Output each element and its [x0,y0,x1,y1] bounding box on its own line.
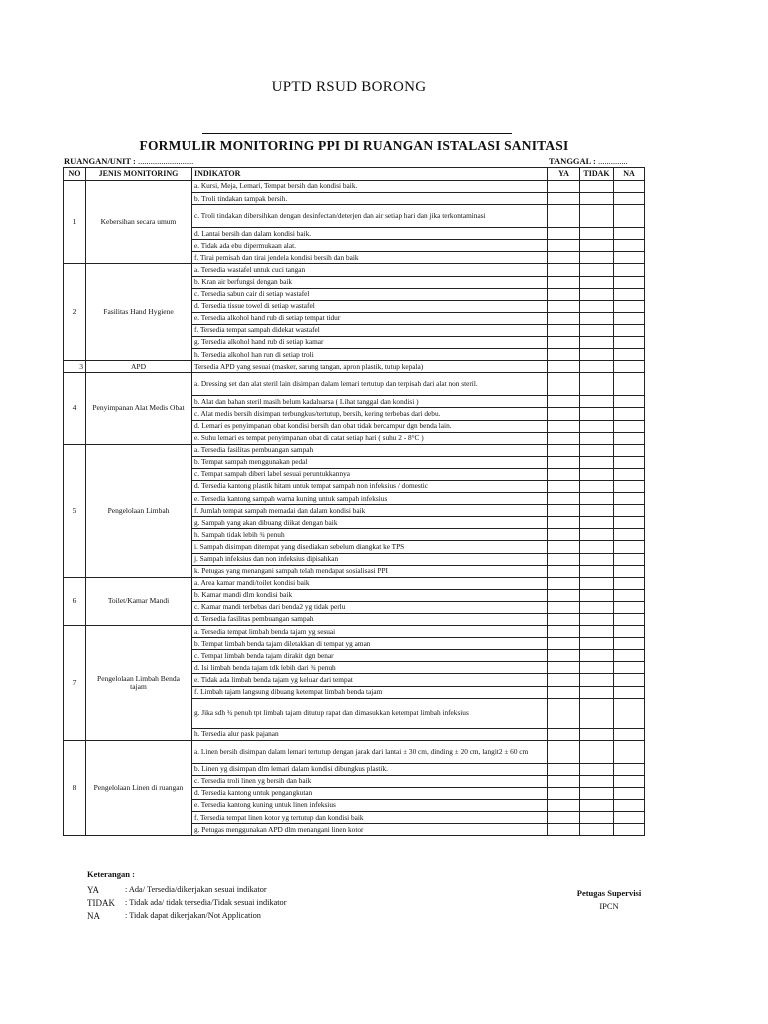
legend-desc: : Tidak dapat dikerjakan/Not Application [125,911,261,920]
tidak-cell[interactable] [580,205,614,228]
ya-cell[interactable] [548,763,580,775]
tidak-cell[interactable] [580,408,614,420]
header-ya: YA [548,168,580,181]
tidak-cell[interactable] [580,312,614,324]
signature-role: IPCN [599,901,619,911]
ya-cell[interactable] [548,626,580,638]
indicator-text: a. Tersedia wastafel untuk cuci tangan [192,264,548,276]
ya-cell[interactable] [548,456,580,468]
indicator-text: g. Sampah yang akan dibuang diikat dengan baik [192,517,548,529]
legend-row [87,896,286,909]
tidak-cell[interactable] [580,288,614,300]
legend-title: Keterangan : [87,869,135,879]
legend [87,869,286,922]
indicator-text: f. Limbah tajam langsung dibuang ketempat limbah benda tajam [192,686,548,698]
indicator-text: b. Tempat sampah menggunakan pedal [192,456,548,468]
na-cell[interactable] [614,775,645,787]
date-field [549,156,628,166]
row-number: 1 [64,181,86,264]
ya-cell[interactable] [548,824,580,836]
indicator-text: g. Petugas menggunakan APD dlm menangani linen kotor [192,824,548,836]
na-cell[interactable] [614,408,645,420]
organization-name: UPTD RSUD BORONG [271,79,427,95]
ya-cell[interactable] [548,505,580,517]
ya-cell[interactable] [548,601,580,613]
legend-desc: : Tidak ada/ tidak tersedia/Tidak sesuai indikator [125,898,287,907]
header-no: NO [64,168,86,181]
table-row [64,361,645,373]
row-number: 3 [64,361,86,373]
table-body [64,181,645,836]
tidak-cell[interactable] [580,456,614,468]
tidak-cell[interactable] [580,686,614,698]
ya-cell[interactable] [548,264,580,276]
indicator-text: d. Tersedia fasilitas pembuangan sampah [192,614,548,626]
na-cell[interactable] [614,800,645,812]
row-number: 7 [64,626,86,741]
legend-key: TIDAK [87,897,115,908]
room-value: .......................... [138,156,194,166]
tidak-cell[interactable] [580,252,614,264]
na-cell[interactable] [614,480,645,492]
na-cell[interactable] [614,650,645,662]
tidak-cell[interactable] [580,740,614,763]
indicator-text: c. Troli tindakan dibersihkan dengan desinfectan/deterjen dan air setiap hari dan jika terkontaminasi [192,205,548,228]
header-indikator: INDIKATOR [192,168,548,181]
row-number: 2 [64,264,86,361]
ya-cell[interactable] [548,812,580,824]
indicator-text: e. Tidak ada ebu dipermukaan alat. [192,240,548,252]
header-tidak: TIDAK [580,168,614,181]
tidak-cell[interactable] [580,698,614,728]
tidak-cell[interactable] [580,662,614,674]
tidak-cell[interactable] [580,444,614,456]
indicator-text: a. Linen bersih disimpan dalam lemari tertutup dengan jarak dari lantai ± 30 cm, dinding ± 20 cm, langit2 ± 60 cm [192,740,548,763]
na-cell[interactable] [614,456,645,468]
indicator-text: d. Lantai bersih dan dalam kondisi baik. [192,228,548,240]
ya-cell[interactable] [548,228,580,240]
na-cell[interactable] [614,614,645,626]
na-cell[interactable] [614,577,645,589]
monitoring-type: Pengelolaan Limbah [86,444,192,577]
tidak-cell[interactable] [580,553,614,565]
na-cell[interactable] [614,626,645,638]
ya-cell[interactable] [548,288,580,300]
ya-cell[interactable] [548,565,580,577]
ya-cell[interactable] [548,775,580,787]
indicator-text: e. Suhu lemari es tempat penyimpanan obat di catat setiap hari ( suhu 2 - 8°C ) [192,432,548,444]
tidak-cell[interactable] [580,493,614,505]
table-row [64,264,645,276]
tidak-cell[interactable] [580,361,614,373]
indicator-text: b. Troli tindakan tampak bersih. [192,193,548,205]
tidak-cell[interactable] [580,396,614,408]
ya-cell[interactable] [548,361,580,373]
indicator-text: c. Tersedia troli linen yg bersih dan baik [192,775,548,787]
indicator-text: b. Kamar mandi dlm kondisi baik [192,589,548,601]
ya-cell[interactable] [548,541,580,553]
ya-cell[interactable] [548,337,580,349]
na-cell[interactable] [614,432,645,444]
na-cell[interactable] [614,349,645,361]
signature-block [554,888,664,911]
tidak-cell[interactable] [580,601,614,613]
ya-cell[interactable] [548,420,580,432]
tidak-cell[interactable] [580,626,614,638]
indicator-text: h. Tersedia alkohol han run di setiap troli [192,349,548,361]
na-cell[interactable] [614,396,645,408]
tidak-cell[interactable] [580,541,614,553]
na-cell[interactable] [614,601,645,613]
monitoring-type: Fasilitas Hand Hygiene [86,264,192,361]
indicator-text: c. Kamar mandi terbebas dari benda2 yg tidak perlu [192,601,548,613]
table-row [64,444,645,456]
indicator-text: f. Jumlah tempat sampah memadai dan dalam kondisi baik [192,505,548,517]
na-cell[interactable] [614,420,645,432]
tidak-cell[interactable] [580,614,614,626]
tidak-cell[interactable] [580,589,614,601]
indicator-text: i. Sampah disimpan ditempat yang disediakan sebelum diangkat ke TPS [192,541,548,553]
na-cell[interactable] [614,324,645,336]
legend-key: NA [87,910,100,921]
legend-row [87,883,286,896]
na-cell[interactable] [614,312,645,324]
tidak-cell[interactable] [580,728,614,740]
table-row [64,373,645,396]
na-cell[interactable] [614,373,645,396]
na-cell[interactable] [614,181,645,193]
tidak-cell[interactable] [580,300,614,312]
room-label: RUANGAN/UNIT : [64,156,136,166]
tidak-cell[interactable] [580,638,614,650]
indicator-text: a. Area kamar mandi/toilet kondisi baik [192,577,548,589]
ya-cell[interactable] [548,444,580,456]
tidak-cell[interactable] [580,763,614,775]
ya-cell[interactable] [548,349,580,361]
monitoring-type: Pengelolaan Linen di ruangan [86,740,192,836]
na-cell[interactable] [614,444,645,456]
na-cell[interactable] [614,193,645,205]
header-na: NA [614,168,645,181]
indicator-text: b. Tempat limbah benda tajam diletakkan di tempat yg aman [192,638,548,650]
ya-cell[interactable] [548,493,580,505]
tidak-cell[interactable] [580,517,614,529]
indicator-text: a. Tersedia fasilitas pembuangan sampah [192,444,548,456]
ya-cell[interactable] [548,638,580,650]
na-cell[interactable] [614,553,645,565]
na-cell[interactable] [614,686,645,698]
na-cell[interactable] [614,824,645,836]
na-cell[interactable] [614,638,645,650]
indicator-text: d. Tersedia kantong plastik hitam untuk tempat sampah non infeksius / domestic [192,480,548,492]
table-header-row [64,168,645,181]
indicator-text: b. Linen yg disimpan dlm lemari dalam kondisi dibungkus plastik. [192,763,548,775]
ya-cell[interactable] [548,553,580,565]
na-cell[interactable] [614,674,645,686]
ya-cell[interactable] [548,480,580,492]
ya-cell[interactable] [548,529,580,541]
indicator-text: Tersedia APD yang sesuai (masker, sarung tangan, apron plastik, tutup kepala) [192,361,548,373]
ya-cell[interactable] [548,396,580,408]
tidak-cell[interactable] [580,181,614,193]
na-cell[interactable] [614,787,645,799]
tidak-cell[interactable] [580,324,614,336]
na-cell[interactable] [614,300,645,312]
tidak-cell[interactable] [580,264,614,276]
table-row [64,577,645,589]
na-cell[interactable] [614,517,645,529]
monitoring-type: APD [86,361,192,373]
monitoring-type: Penyimpanan Alat Medis Obat [86,373,192,444]
tidak-cell[interactable] [580,529,614,541]
na-cell[interactable] [614,698,645,728]
tidak-cell[interactable] [580,193,614,205]
na-cell[interactable] [614,361,645,373]
ya-cell[interactable] [548,408,580,420]
tidak-cell[interactable] [580,577,614,589]
tidak-cell[interactable] [580,420,614,432]
tidak-cell[interactable] [580,812,614,824]
indicator-text: e. Tersedia kantong kuning untuk linen infeksius [192,800,548,812]
indicator-text: d. Isi limbah benda tajam tdk lebih dari ¾ penuh [192,662,548,674]
na-cell[interactable] [614,565,645,577]
indicator-text: j. Sampah infeksius dan non infeksius dipisahkan [192,553,548,565]
na-cell[interactable] [614,493,645,505]
tidak-cell[interactable] [580,674,614,686]
header-jenis: JENIS MONITORING [86,168,192,181]
row-number: 8 [64,740,86,836]
date-label: TANGGAL : [549,156,596,166]
ya-cell[interactable] [548,181,580,193]
indicator-text: c. Alat medis bersih disimpan terbungkus/tertutup, bersih, kering terbebas dari debu. [192,408,548,420]
indicator-text: a. Dressing set dan alat steril lain disimpan dalam lemari tertutup dan terpisah dari alat non steril. [192,373,548,396]
ya-cell[interactable] [548,674,580,686]
monitoring-table [63,167,645,836]
tidak-cell[interactable] [580,505,614,517]
ya-cell[interactable] [548,324,580,336]
indicator-text: b. Kran air berfungsi dengan baik [192,276,548,288]
na-cell[interactable] [614,662,645,674]
ya-cell[interactable] [548,577,580,589]
na-cell[interactable] [614,205,645,228]
tidak-cell[interactable] [580,432,614,444]
tidak-cell[interactable] [580,240,614,252]
ya-cell[interactable] [548,240,580,252]
indicator-text: c. Tempat sampah diberi label sesuai peruntukkannya [192,468,548,480]
indicator-text: f. Tersedia tempat linen kotor yg tertutup dan kondisi baik [192,812,548,824]
ya-cell[interactable] [548,193,580,205]
indicator-text: e. Tersedia kantong sampah warna kuning untuk sampah infeksius [192,493,548,505]
tidak-cell[interactable] [580,775,614,787]
indicator-text: a. Kursi, Meja, Lemari, Tempat bersih dan kondisi baik. [192,181,548,193]
monitoring-type: Pengelolaan Limbah Benda tajam [86,626,192,741]
row-number: 5 [64,444,86,577]
ya-cell[interactable] [548,252,580,264]
indicator-text: f. Tersedia tempat sampah didekat wastafel [192,324,548,336]
na-cell[interactable] [614,589,645,601]
indicator-text: h. Sampah tidak lebih ¾ penuh [192,529,548,541]
legend-row [87,909,286,922]
na-cell[interactable] [614,812,645,824]
form-title: FORMULIR MONITORING PPI DI RUANGAN ISTALASI SANITASI [139,138,569,153]
na-cell[interactable] [614,337,645,349]
ya-cell[interactable] [548,517,580,529]
na-cell[interactable] [614,728,645,740]
ya-cell[interactable] [548,312,580,324]
tidak-cell[interactable] [580,800,614,812]
na-cell[interactable] [614,252,645,264]
tidak-cell[interactable] [580,349,614,361]
indicator-text: f. Tirai pemisah dan tirai jendela kondisi bersih dan baik [192,252,548,264]
ya-cell[interactable] [548,650,580,662]
monitoring-type: Kebersihan secara umum [86,181,192,264]
na-cell[interactable] [614,740,645,763]
tidak-cell[interactable] [580,650,614,662]
ya-cell[interactable] [548,614,580,626]
na-cell[interactable] [614,264,645,276]
na-cell[interactable] [614,240,645,252]
indicator-text: c. Tempat limbah benda tajam dirakit dgn benar [192,650,548,662]
na-cell[interactable] [614,763,645,775]
ya-cell[interactable] [548,698,580,728]
row-number: 6 [64,577,86,625]
tidak-cell[interactable] [580,373,614,396]
indicator-text: d. Tersedia tissue towel di setiap wastafel [192,300,548,312]
indicator-text: g. Tersedia alkohol hand rub di setiap kamar [192,337,548,349]
row-number: 4 [64,373,86,444]
legend-desc: : Ada/ Tersedia/dikerjakan sesuai indikator [125,885,267,894]
indicator-text: e. Tersedia alkohol hand rub di setiap tempat tidur [192,312,548,324]
tidak-cell[interactable] [580,276,614,288]
tidak-cell[interactable] [580,337,614,349]
monitoring-type: Toilet/Kamar Mandi [86,577,192,625]
table-row [64,181,645,193]
indicator-text: g. Jika sdh ¾ penuh tpt limbah tajam ditutup rapat dan dimasukkan ketempat limbah infeksius [192,698,548,728]
tidak-cell[interactable] [580,565,614,577]
ya-cell[interactable] [548,740,580,763]
na-cell[interactable] [614,276,645,288]
indicator-text: h. Tersedia alur pask pajanan [192,728,548,740]
ya-cell[interactable] [548,800,580,812]
tidak-cell[interactable] [580,787,614,799]
room-field [64,156,193,166]
ya-cell[interactable] [548,787,580,799]
ya-cell[interactable] [548,205,580,228]
ya-cell[interactable] [548,662,580,674]
table-row [64,626,645,638]
tidak-cell[interactable] [580,480,614,492]
legend-key: YA [87,884,100,895]
na-cell[interactable] [614,468,645,480]
na-cell[interactable] [614,529,645,541]
date-value: .............. [597,156,628,166]
ya-cell[interactable] [548,686,580,698]
tidak-cell[interactable] [580,468,614,480]
ya-cell[interactable] [548,432,580,444]
indicator-text: d. Tersedia kantong untuk pengangkutan [192,787,548,799]
ya-cell[interactable] [548,276,580,288]
signature-title: Petugas Supervisi [576,888,642,898]
indicator-text: b. Alat dan bahan steril masih belum kadaluarsa ( Lihat tanggal dan kondisi ) [192,396,548,408]
title-rule [202,133,512,134]
indicator-text: e. Tidak ada limbah benda tajam yg keluar dari tempat [192,674,548,686]
tidak-cell[interactable] [580,824,614,836]
ya-cell[interactable] [548,373,580,396]
indicator-text: k. Petugas yang menangani sampah telah mendapat sosialisasi PPI [192,565,548,577]
na-cell[interactable] [614,228,645,240]
ya-cell[interactable] [548,589,580,601]
na-cell[interactable] [614,505,645,517]
table-row [64,740,645,763]
na-cell[interactable] [614,288,645,300]
indicator-text: a. Tersedia tempat limbah benda tajam yg sesuai [192,626,548,638]
tidak-cell[interactable] [580,228,614,240]
indicator-text: c. Tersedia sabun cair di setiap wastafel [192,288,548,300]
ya-cell[interactable] [548,728,580,740]
na-cell[interactable] [614,541,645,553]
indicator-text: d. Lemari es penyimpanan obat kondisi bersih dan obat tidak bercampur dgn benda lain. [192,420,548,432]
ya-cell[interactable] [548,468,580,480]
ya-cell[interactable] [548,300,580,312]
